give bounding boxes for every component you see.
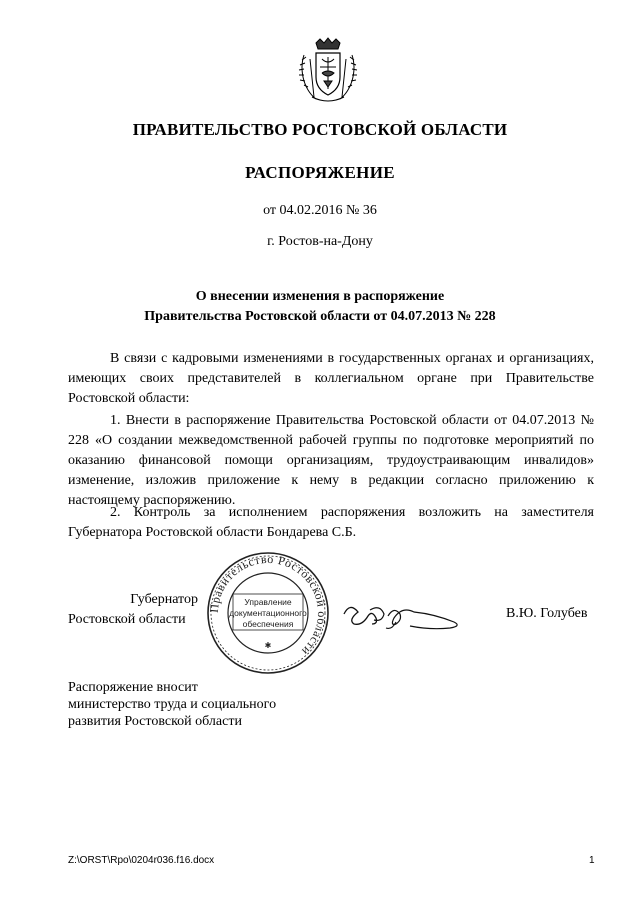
seal-inner-line-3: обеспечения (242, 619, 294, 629)
signatory-position-line-1: Губернатор (130, 592, 198, 607)
body-paragraph-3: 2. Контроль за исполнением распоряжения возложить на заместителя Губернатора Ростовской области Бондарева С.Б. (68, 505, 594, 540)
footer-file-path: Z:\ORST\Rpo\0204r036.f16.docx (68, 855, 215, 866)
organization-title: ПРАВИТЕЛЬСТВО РОСТОВСКОЙ ОБЛАСТИ (132, 120, 508, 139)
seal-inner-line-1: Управление (244, 597, 292, 607)
footer-page-number: 1 (589, 855, 595, 866)
subject-line-2: Правительства Ростовской области от 04.07.2013 № 228 (144, 309, 496, 324)
official-seal-icon (205, 550, 331, 676)
subject-line-1: О внесении изменения в распоряжение (195, 289, 445, 304)
note-line-2: министерство труда и социального (68, 697, 277, 712)
seal-star-icon: ✱ (264, 641, 272, 650)
seal-outer-text: Правительство Ростовской области (206, 551, 330, 659)
note-line-1: Распоряжение вносит (68, 680, 198, 695)
body-paragraph-1: В связи с кадровыми изменениями в государственных органах и организациях, имеющих своих представителей в коллегиальном органе при Правительстве Ростовской области: (68, 351, 594, 406)
seal-inner-line-2: документационного (229, 608, 307, 618)
note-line-3: развития Ростовской области (68, 714, 242, 729)
document-city: г. Ростов-на-Дону (267, 234, 373, 249)
signatory-position (68, 590, 198, 630)
document-type: РАСПОРЯЖЕНИЕ (245, 163, 395, 182)
document-date-number: от 04.02.2016 № 36 (263, 203, 377, 218)
coat-of-arms-icon (296, 37, 360, 105)
document-subject (0, 287, 640, 327)
body-paragraph-2: 1. Внести в распоряжение Правительства Ростовской области от 04.07.2013 № 228 «О создании межведомственной рабочей группы по подготовке мероприятий по оказанию финансовой помощи организациям, трудоустраивающим инвалидов» изменение, изложив приложение к нему в редакции согласно приложению к настоящему распоряжению. (68, 413, 594, 508)
signatory-position-line-2: Ростовской области (68, 612, 186, 627)
handwritten-signature (336, 596, 466, 636)
submitted-by-note (68, 679, 276, 730)
signatory-name: В.Ю. Голубев (506, 606, 588, 621)
